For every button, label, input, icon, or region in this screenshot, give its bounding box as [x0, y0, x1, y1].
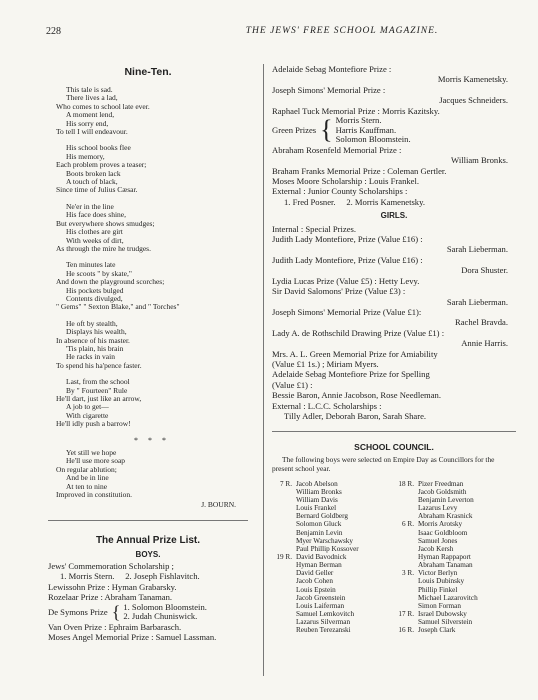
poem-line: This tale is sad.	[66, 85, 113, 94]
prize-line: Joseph Simons' Memorial Prize (Value £1):	[272, 306, 422, 317]
poem-line: Each problem proves a teaser;	[56, 160, 147, 170]
poem-stanza	[56, 378, 248, 428]
council-member	[272, 577, 394, 585]
form-label: 3 R.	[402, 569, 414, 578]
member-name: Pizer Freedman	[418, 479, 464, 488]
poem-title: Nine-Ten.	[124, 66, 172, 78]
prize-winner: Sarah Lieberman.	[446, 244, 508, 255]
poem-line: His clothes are girt	[66, 227, 123, 237]
council-member	[272, 496, 394, 504]
section-divider	[272, 431, 516, 432]
council-member	[272, 529, 394, 537]
form-label: 19 R.	[276, 552, 292, 561]
prize-line-desymons: De Symons Prize { 1. Solomon Bloomstein. 2. Judah Chuniswick.	[48, 601, 207, 622]
council-member	[272, 480, 394, 488]
member-name: Michael Lazarovitch	[418, 593, 478, 602]
prize-line: Lewissohn Prize : Hyman Grabarsky.	[48, 581, 177, 592]
council-member	[272, 520, 394, 528]
prize-winner: Morris Kamenetsky.	[437, 74, 508, 85]
poem-line: His face does shine,	[66, 210, 126, 220]
council-member	[272, 537, 394, 545]
member-name: Israel Dubowsky	[418, 610, 467, 619]
prize-winner: Sarah Lieberman.	[446, 296, 508, 307]
form-label	[394, 553, 418, 561]
council-member	[272, 610, 394, 618]
form-label	[272, 520, 296, 528]
poem-line: Yet still we hope	[66, 448, 117, 458]
form-label	[272, 496, 296, 504]
poem-line: Since time of Julius Cæsar.	[56, 185, 138, 195]
form-label	[394, 561, 418, 569]
form-label	[272, 618, 296, 626]
member-name: Paul Phillip Kossover	[296, 544, 359, 553]
form-label	[394, 529, 418, 537]
prize-line: Adelaide Sebag Montefiore Prize for Spelling	[272, 369, 430, 380]
member-name: Jacob Kersh	[418, 544, 454, 553]
council-member	[394, 610, 516, 618]
council-member	[272, 569, 394, 577]
prize-line: External : Junior County Scholarships :	[272, 186, 408, 197]
council-member	[394, 504, 516, 512]
form-label	[272, 569, 296, 577]
poem-line: He scoots " by skate,"	[66, 268, 132, 278]
council-member	[394, 553, 516, 561]
poem-line: He'll idly push a barrow!	[56, 419, 131, 429]
poem-line: To tell I will endeavour.	[56, 127, 128, 137]
council-member	[272, 545, 394, 553]
form-label	[272, 537, 296, 545]
member-name: Benjamin Leverton	[418, 495, 474, 504]
council-member	[272, 618, 394, 626]
poem-stanza	[56, 203, 248, 253]
form-label: 16 R.	[398, 626, 414, 635]
council-member	[394, 480, 516, 488]
prize-list-title: The Annual Prize List.	[95, 534, 201, 546]
prize-line: 1. Morris Stern. 2. Joseph Fishlavitch.	[60, 571, 200, 582]
member-name: David Geller	[296, 569, 334, 578]
member-name: Samuel Lemkovitch	[296, 610, 355, 619]
prize-line: Moses Angel Memorial Prize : Samuel Lassman.	[48, 631, 217, 642]
poem	[56, 86, 248, 510]
prize-line: Adelaide Sebag Montefiore Prize :	[272, 64, 392, 74]
prize-line: (Value £1 1s.) ; Miriam Myers.	[272, 358, 379, 369]
poem-line: Improved in constitution.	[56, 490, 133, 500]
poem-line: But everywhere shows smudges;	[56, 218, 155, 228]
prize-line: Lydia Lucas Prize (Value £5) : Hetty Levy.	[272, 275, 420, 286]
page-header	[46, 26, 518, 40]
poem-line: As through the mire he trudges.	[56, 243, 151, 253]
member-name: Lazarus Silverman	[296, 618, 351, 627]
poem-line: " Gems" " Sexton Blake," and " Torches"	[56, 302, 180, 312]
member-name: Louis Frankel	[296, 504, 337, 513]
form-label	[272, 577, 296, 585]
poem-line: A moment lend,	[66, 110, 115, 120]
poem-line: With weeks of dirt,	[66, 235, 124, 245]
form-label	[272, 610, 296, 618]
poem-line: Ne'er in the line	[66, 201, 114, 211]
poem-line: And down the playground scorches;	[56, 277, 165, 287]
poem-line: By " Fourteen" Rule	[66, 385, 128, 395]
prize-line: Jews' Commemoration Scholarship ;	[48, 560, 174, 571]
council-member	[394, 577, 516, 585]
prize-winner: Dora Shuster.	[461, 265, 508, 276]
form-label: 7 R.	[280, 479, 292, 488]
prize-line: Lady A. de Rothschild Drawing Prize (Value £1) :	[272, 327, 445, 338]
poem-line: He racks in vain	[66, 352, 115, 362]
form-label	[272, 545, 296, 553]
council-member	[394, 520, 516, 528]
form-label	[394, 545, 418, 553]
prize-winner: William Bronks.	[451, 155, 508, 166]
left-column	[48, 64, 248, 642]
member-name: Jacob Abelson	[296, 479, 338, 488]
member-name: Louis Laiferman	[296, 601, 345, 610]
council-member	[272, 594, 394, 602]
member-name: Samuel Jones	[418, 536, 458, 545]
member-name: Solomon Gluck	[296, 520, 342, 529]
member-name: Isaac Goldbloom	[418, 528, 468, 537]
council-member	[272, 586, 394, 594]
poem-line: Ten minutes late	[66, 260, 116, 270]
poem-line: With cigarette	[66, 410, 109, 420]
form-label	[394, 512, 418, 520]
poem-line: He'll use more soap	[66, 456, 126, 466]
member-name: William Bronks	[296, 487, 342, 496]
member-name: Victor Berlyn	[418, 569, 458, 578]
member-name: Joseph Clark	[418, 626, 456, 635]
member-name: Louis Dubinsky	[418, 577, 465, 586]
right-column	[272, 64, 516, 635]
prize-line: Judith Lady Montefiore, Prize (Value £16) :	[272, 254, 423, 265]
council-member	[394, 602, 516, 610]
prize-line-green: Green Prizes { Morris Stern. Harris Kauffman. Solomon Bloomstein.	[272, 115, 411, 145]
prize-line: External : L.C.C. Scholarships :	[272, 400, 382, 411]
poem-line: He oft by stealth,	[66, 318, 118, 328]
form-label	[394, 496, 418, 504]
school-council-intro: The following boys were selected on Empire Day as Councillors for the present school year.	[272, 455, 495, 473]
member-name: Jacob Goldsmith	[418, 487, 467, 496]
girls-heading: GIRLS.	[380, 211, 408, 221]
poem-line: His pockets bulged	[66, 285, 124, 295]
council-member	[272, 553, 394, 561]
council-member	[394, 488, 516, 496]
member-name: Morris Arotsky	[418, 520, 463, 529]
council-member	[272, 512, 394, 520]
boys-prizes-part2	[272, 64, 516, 421]
form-label	[394, 577, 418, 585]
prize-line: Bessie Baron, Annie Jacobson, Rose Needleman.	[272, 390, 441, 401]
form-label	[272, 586, 296, 594]
council-member	[394, 496, 516, 504]
member-name: Samuel Silverstein	[418, 618, 473, 627]
prize-winner: Annie Harris.	[461, 338, 508, 349]
prize-line: Internal : Special Prizes.	[272, 223, 356, 234]
member-name: Simon Forman	[418, 601, 461, 610]
form-label	[394, 586, 418, 594]
council-member	[394, 529, 516, 537]
prize-winner: Rachel Bravda.	[455, 317, 508, 328]
poem-line: On regular ablution;	[56, 464, 117, 474]
form-label	[272, 488, 296, 496]
poem-line: At ten to nine	[66, 481, 108, 491]
form-label	[394, 618, 418, 626]
member-name: Phillip Finkel	[418, 585, 458, 594]
council-left-column	[272, 480, 394, 635]
poem-line: He'll dart, just like an arrow,	[56, 394, 142, 403]
school-council-title: SCHOOL COUNCIL.	[354, 442, 434, 453]
member-name: Lazarus Levy	[418, 504, 458, 513]
member-name: Myer Warschawsky	[296, 536, 353, 545]
member-name: Reuben Terezanski	[296, 626, 351, 635]
boys-heading: BOYS.	[135, 549, 161, 559]
council-member	[394, 512, 516, 520]
prize-line: Judith Lady Montefiore, Prize (Value £16) :	[272, 234, 423, 245]
prize-line: Rozelaar Prize : Abraham Tanaman.	[48, 592, 173, 603]
member-name: Jacob Cohen	[296, 577, 333, 586]
poem-line: His sorry end,	[66, 118, 109, 128]
boys-prizes-part1	[48, 561, 248, 642]
member-name: Abraham Krasnick	[418, 512, 473, 521]
prize-line: Joseph Simons' Memorial Prize :	[272, 84, 386, 95]
form-label	[272, 512, 296, 520]
member-name: Benjamin Levin	[296, 528, 343, 537]
column-divider	[263, 64, 264, 676]
poem-line: His memory,	[66, 151, 105, 161]
poem-line: A job to get—	[66, 402, 109, 412]
form-label	[394, 504, 418, 512]
member-name: Bernard Goldberg	[296, 512, 348, 521]
council-list	[272, 480, 516, 635]
poem-line: Displays his wealth,	[66, 327, 127, 337]
poem-line: 'Tis plain, his brain	[66, 343, 124, 353]
poem-line: Last, from the school	[66, 377, 130, 387]
form-label	[272, 626, 296, 634]
council-member	[272, 626, 394, 634]
poem-line: His school books flee	[66, 143, 131, 153]
member-name: Abraham Tanaman	[418, 561, 473, 570]
council-member	[394, 618, 516, 626]
council-member	[272, 488, 394, 496]
form-label: 17 R.	[398, 610, 414, 619]
member-name: Hyman Berman	[296, 561, 342, 570]
prize-line: 1. Fred Posner. 2. Morris Kamenetsky.	[284, 196, 425, 207]
prize-line: (Value £1) :	[272, 379, 313, 390]
poem-author: J. BOURN.	[201, 500, 236, 510]
poem-line: To spend his ha'pence faster.	[56, 360, 142, 370]
council-member	[394, 586, 516, 594]
form-label	[394, 602, 418, 610]
council-member	[394, 626, 516, 634]
section-stars: * * *	[134, 435, 170, 445]
prize-line: Mrs. A. L. Green Memorial Prize for Amiability	[272, 348, 438, 359]
poem-stanza	[56, 320, 248, 370]
council-member	[394, 561, 516, 569]
poem-line: In absence of his master.	[56, 335, 130, 345]
council-member	[272, 504, 394, 512]
form-label	[272, 594, 296, 602]
poem-line: There lives a lad,	[66, 93, 118, 103]
form-label: 6 R.	[402, 520, 414, 529]
form-label	[394, 488, 418, 496]
poem-line: Boots broken lack	[66, 168, 121, 178]
poem-stanza	[56, 144, 248, 194]
council-member	[394, 545, 516, 553]
member-name: Louis Epstein	[296, 585, 336, 594]
form-label	[394, 594, 418, 602]
page-number: 228	[46, 26, 61, 37]
council-member	[394, 594, 516, 602]
council-member	[394, 569, 516, 577]
form-label	[272, 529, 296, 537]
form-label: 18 R.	[398, 479, 414, 488]
prize-line: Van Oven Prize : Ephraim Barbarasch.	[48, 621, 182, 632]
form-label	[394, 537, 418, 545]
prize-line: Tilly Adler, Deborah Baron, Sarah Share.	[284, 410, 427, 421]
poem-line: Who comes to school late ever.	[56, 101, 150, 111]
form-label	[272, 561, 296, 569]
poem-line: Contents divulged,	[66, 293, 123, 303]
prize-line: Braham Franks Memorial Prize : Coleman Gertler.	[272, 165, 447, 176]
magazine-title: THE JEWS' FREE SCHOOL MAGAZINE.	[245, 26, 439, 36]
member-name: Jacob Greenstein	[296, 593, 346, 602]
poem-line: And be in line	[66, 473, 109, 483]
council-member	[394, 537, 516, 545]
council-right-column	[394, 480, 516, 635]
poem-line: A touch of black,	[66, 177, 118, 187]
poem-stanza	[56, 86, 248, 136]
prize-line: Abraham Rosenfeld Memorial Prize :	[272, 144, 402, 155]
council-member	[272, 561, 394, 569]
form-label	[272, 504, 296, 512]
member-name: David Bavodnick	[296, 552, 347, 561]
council-member	[272, 602, 394, 610]
prize-line: Moses Moore Scholarship : Louis Frankel.	[272, 176, 420, 187]
form-label	[272, 602, 296, 610]
prize-line: Sir David Salomons' Prize (Value £3) :	[272, 286, 406, 297]
poem-stanza	[56, 449, 248, 499]
prize-winner: Jacques Schneiders.	[439, 95, 508, 106]
member-name: William Davis	[296, 495, 338, 504]
poem-stanza	[56, 261, 248, 311]
member-name: Hyman Rappaport	[418, 552, 471, 561]
section-divider	[48, 520, 248, 521]
prize-line: Raphael Tuck Memorial Prize : Morris Kazitsky.	[272, 105, 440, 116]
